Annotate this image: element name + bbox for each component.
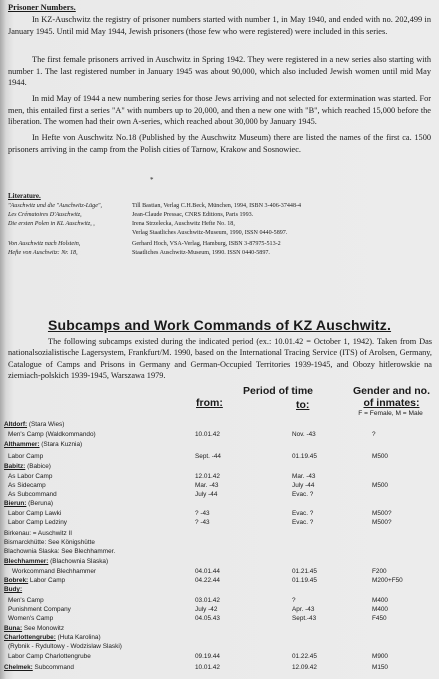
camp-name — [4, 664, 74, 671]
gender-count: M500? — [372, 519, 392, 526]
gender-count: ? — [372, 431, 376, 438]
camp-name — [4, 463, 51, 470]
camp-name-label: As Sidecamp — [8, 482, 46, 489]
date-to: Apr. -43 — [292, 606, 315, 613]
camp-name-label: Men's Camp — [8, 597, 44, 604]
table-row — [0, 643, 439, 653]
camp-name-label: Blechhammer: — [4, 558, 49, 565]
from-header: from: — [196, 397, 223, 409]
table-row — [0, 431, 439, 441]
gender-count: M500 — [372, 482, 388, 489]
gender-legend: F = Female, M = Male — [358, 410, 423, 417]
camp-name — [8, 473, 52, 480]
table-row — [0, 664, 439, 674]
camp-name — [4, 577, 65, 584]
camp-name-label: As Labor Camp — [8, 473, 53, 480]
literature-row — [8, 229, 433, 239]
table-row — [0, 548, 439, 558]
camp-name — [4, 441, 82, 448]
camp-name — [4, 421, 64, 428]
camp-name-note: Labor Camp — [28, 577, 66, 584]
gender-count: M500? — [372, 510, 392, 517]
camp-name — [4, 558, 108, 565]
camp-name-note: (Stara Kuznia) — [39, 441, 83, 448]
paragraph-2: The first female prisoners arrived in Auschwitz in Spring 1942. They were registered in a new series also starting with number 1. The last registered number in January 1945 was about 90,000, which also included Jewish women until mid May 1944. — [8, 55, 431, 88]
camp-name-note: (Babice) — [25, 463, 51, 470]
date-from: 04.22.44 — [195, 577, 220, 584]
camp-name-note: See Monowitz — [22, 625, 65, 632]
camp-name — [8, 519, 67, 526]
camp-name — [4, 500, 53, 507]
camp-name-note: (Stara Wies) — [27, 421, 65, 428]
camp-name-label: Buna: — [4, 625, 23, 632]
table-row — [0, 615, 439, 625]
camp-name-label: As Subcommand — [8, 491, 57, 498]
camp-name — [8, 482, 46, 489]
date-to: Mar. -43 — [292, 473, 316, 480]
subcamps-intro: The following subcamps existed during the indicated period (ex.: 10.01.42 = October 1, 1942). Taken from Das nationalsozialistische Lagersystem, Frankfurt/M. 1990, based on the International Tracing Service (ITS) of Arolsen, Germany, Catalogue of Camps and Prisons in Germany and German-Occupied Territories 1939-1945, and Obozy hitlerowskie na ziemiach-polskich 1939-1945, Warszawa 1979. — [8, 337, 432, 381]
date-to: Sept.-43 — [292, 615, 317, 622]
date-to: Nov. -43 — [292, 431, 316, 438]
paragraph-1: In KZ-Auschwitz the registry of prisoner numbers started with number 1, in May 1940, and ended with no. 202,499 in January 1945. Until mid May 1944, Jewish prisoners (those few who were registered) were included in this series. — [8, 15, 431, 36]
gender-count: F450 — [372, 615, 387, 622]
literature-heading: Literature. — [8, 192, 41, 200]
table-row — [0, 586, 439, 596]
camp-name-label: Bierun: — [4, 500, 27, 507]
camp-name — [4, 634, 101, 641]
camp-name-label: Labor Camp Lawki — [8, 510, 62, 517]
table-row — [0, 558, 439, 568]
camp-name-note: Subcommand — [32, 664, 74, 671]
literature-details: Verlag Staatliches Auschwitz-Museum, 1990, ISSN 0440-5897. — [132, 230, 288, 236]
camp-name — [4, 548, 115, 555]
table-row — [0, 463, 439, 473]
subcamps-title: Subcamps and Work Commands of KZ Auschwitz. — [47, 317, 392, 333]
table-row — [0, 519, 439, 529]
camp-name-label: Bobrek: — [4, 577, 29, 584]
camp-name-note: (Beruna) — [26, 500, 54, 507]
camp-name — [8, 653, 91, 660]
camp-name — [12, 568, 96, 575]
camp-name — [4, 530, 72, 537]
date-from: Sept. -44 — [195, 453, 221, 460]
camp-name — [8, 615, 53, 622]
date-to: ? — [292, 597, 296, 604]
camp-name-note: (Blachownia Slaska) — [48, 558, 109, 565]
literature-details: Jean-Claude Pressac, CNRS Editions, Paris 1993. — [132, 212, 254, 218]
camp-name-label: Birkenau: = Auschwitz II — [4, 530, 73, 537]
literature-title: Les Crématoires D'Auschwitz, — [8, 212, 82, 218]
period-header: Period of time — [242, 385, 313, 397]
gender-count: M900 — [372, 653, 388, 660]
date-to: 01.19.45 — [292, 453, 317, 460]
camp-name-label: Chelmek: — [4, 664, 33, 671]
date-from: July -44 — [195, 491, 218, 498]
date-from: 03.01.42 — [195, 597, 220, 604]
camp-name-label: Charlottengrube: — [4, 634, 56, 641]
camp-name-label: Workcommand Blechhammer — [12, 568, 97, 575]
date-from: July -42 — [195, 606, 218, 613]
date-from: ? -43 — [195, 519, 210, 526]
camp-name-label: Budy: — [4, 586, 23, 593]
gender-count: M400 — [372, 597, 388, 604]
table-row — [0, 653, 439, 663]
table-row — [0, 500, 439, 510]
camp-name — [8, 510, 61, 517]
table-row — [0, 441, 439, 451]
literature-title: "Auschwitz und die "Auschwitz-Lüge", — [8, 203, 103, 209]
table-row — [0, 453, 439, 463]
date-from: 04.01.44 — [195, 568, 220, 575]
camp-name-label: Labor Camp Charlottengrube — [8, 653, 91, 660]
table-row — [0, 421, 439, 431]
camp-name — [8, 491, 57, 498]
camp-name — [4, 586, 22, 593]
camp-name-label: Labor Camp — [8, 453, 44, 460]
camp-name — [4, 539, 95, 546]
date-from: 04.05.43 — [195, 615, 220, 622]
date-to: Evac. ? — [292, 519, 314, 526]
date-from: Mar. -43 — [195, 482, 219, 489]
to-header: to: — [296, 399, 310, 411]
gender-count: M200+F50 — [372, 577, 403, 584]
camp-name-label: Blachownia Slaska: See Blechhammer. — [4, 548, 116, 555]
camp-name — [8, 453, 43, 460]
camp-name-label: (Rybnik - Rydultowy - Wodzislaw Slaski) — [8, 643, 122, 650]
gender-count: M150 — [372, 664, 388, 671]
literature-details: Gerhard Hoch, VSA-Verlag, Hamburg, ISBN 3-87975-513-2 — [132, 241, 281, 247]
literature-details: Irena Strzelecka, Auschwitz Hefte No. 18, — [132, 221, 235, 227]
date-to: 12.09.42 — [292, 664, 317, 671]
paragraph-3: In mid May of 1944 a new numbering series for those Jews arriving and not selected for extermination was started. For men, this entailed first a series "A" with numbers up to 20,000, and then a new one with "B", which reached 15,000 before the liberation. The women had their own A-series, which reached about 30,000 by January 1945. — [8, 94, 431, 127]
date-from: 12.01.42 — [195, 473, 220, 480]
date-to: 01.21.45 — [292, 568, 317, 575]
camp-name-label: Althammer: — [4, 441, 40, 448]
camp-name — [8, 431, 96, 438]
asterisk-mark: * — [150, 176, 154, 184]
gender-count: M500 — [372, 453, 388, 460]
camp-name-label: Men's Camp (Waldkommando) — [8, 431, 96, 438]
date-from: ? -43 — [195, 510, 210, 517]
literature-row — [8, 249, 433, 259]
camp-name-note: (Huta Karolina) — [55, 634, 101, 641]
paragraph-4: In Hefte von Auschwitz No.18 (Published by the Auschwitz Museum) there are listed the names of the first ca. 1500 prisoners arriving in the camp from the Polish cities of Tarnow, Krakow and Sosnowiec. — [8, 133, 431, 154]
date-to: Evac. ? — [292, 491, 314, 498]
date-to: 01.19.45 — [292, 577, 317, 584]
literature-details: Staatliches Auschwitz-Museum, 1990. ISSN 0440-5897. — [132, 250, 270, 256]
date-to: July -44 — [292, 482, 315, 489]
camp-name — [8, 597, 44, 604]
date-to: 01.22.45 — [292, 653, 317, 660]
inmates-header: of inmates: — [363, 397, 420, 409]
literature-title: Von Auschwitz nach Holstein, — [8, 241, 81, 247]
literature-details: Till Bastian, Verlag C.H.Beck, München, 1994, ISBN 3-406-37448-4 — [132, 203, 302, 209]
date-from: 09.19.44 — [195, 653, 220, 660]
literature-title: Hefte von Auschwitz: Nr. 18, — [8, 250, 78, 256]
date-from: 10.01.42 — [195, 431, 220, 438]
camp-name-label: Women's Camp — [8, 615, 54, 622]
camp-name-label: Altdorf: — [4, 421, 28, 428]
prisoner-numbers-heading: Prisoner Numbers. — [8, 3, 76, 12]
camp-name — [8, 606, 71, 613]
camp-name — [8, 643, 122, 650]
camp-name-label: Labor Camp Ledziny — [8, 519, 67, 526]
literature-title: Die ersten Polen in KL Auschwitz, , — [8, 221, 95, 227]
date-to: Evac. ? — [292, 510, 314, 517]
camp-name-label: Punishment Company — [8, 606, 71, 613]
camp-name-label: Bismarckhütte: See Königshütte — [4, 539, 95, 546]
date-from: 10.01.42 — [195, 664, 220, 671]
gender-count: M400 — [372, 606, 388, 613]
gender-header: Gender and no. — [352, 385, 430, 397]
camp-name — [4, 625, 64, 632]
camp-name-label: Babitz: — [4, 463, 26, 470]
gender-count: F200 — [372, 568, 387, 575]
